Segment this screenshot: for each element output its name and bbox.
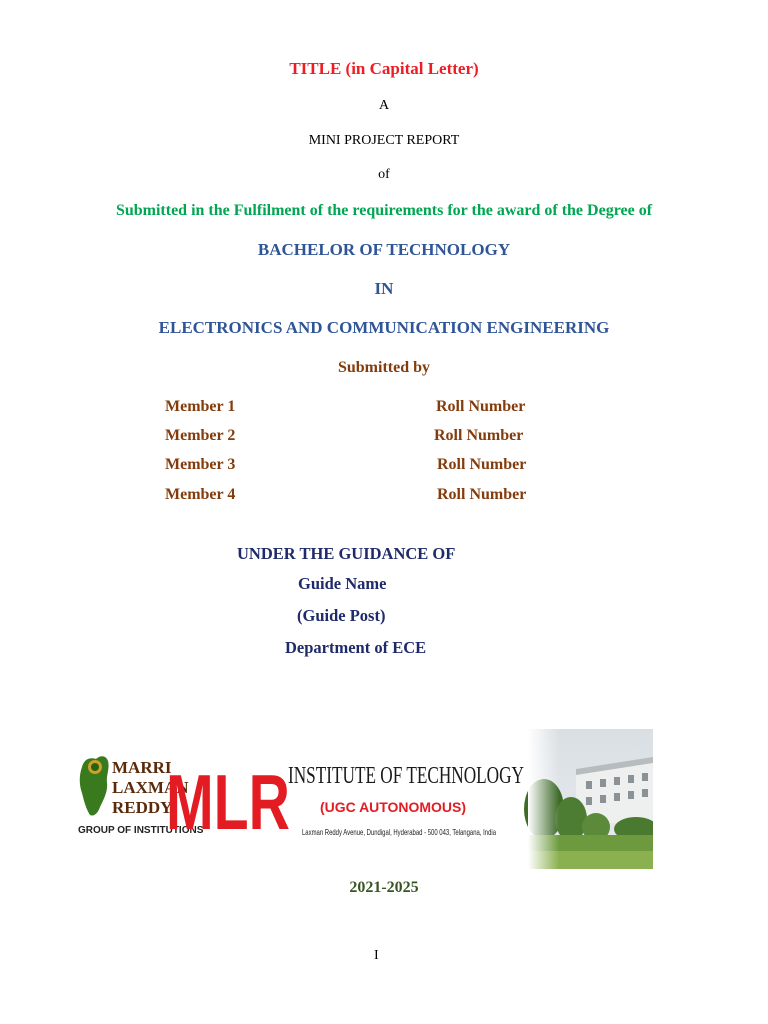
group-emblem-icon xyxy=(80,756,109,815)
group-name-line: MARRI xyxy=(112,758,172,777)
member-name: Member 3 xyxy=(165,456,236,473)
group-name-line: LAXMAN xyxy=(112,778,189,797)
article-a: A xyxy=(378,98,390,113)
report-type: MINI PROJECT REPORT xyxy=(308,133,460,148)
submitted-by-label: Submitted by xyxy=(337,359,431,376)
member-roll: Roll Number xyxy=(437,456,527,473)
guide-name: Guide Name xyxy=(298,574,387,593)
group-name-line: REDDY xyxy=(112,798,173,817)
degree-name: BACHELOR OF TECHNOLOGY xyxy=(257,240,511,259)
guidance-heading: UNDER THE GUIDANCE OF xyxy=(237,544,456,563)
member-name: Member 2 xyxy=(165,427,236,444)
autonomous-label: (UGC AUTONOMOUS) xyxy=(320,799,466,815)
page-number: I xyxy=(374,948,379,963)
of-text: of xyxy=(378,167,390,182)
member-name: Member 1 xyxy=(165,398,236,415)
academic-years: 2021-2025 xyxy=(349,879,419,896)
branch-name: ELECTRONICS AND COMMUNICATION ENGINEERING xyxy=(158,318,610,337)
member-roll: Roll Number xyxy=(437,486,527,503)
guide-post: (Guide Post) xyxy=(297,606,386,625)
submission-statement: Submitted in the Fulfilment of the requirements for the award of the Degree of xyxy=(115,202,653,219)
institution-banner xyxy=(76,729,653,869)
report-title: TITLE (in Capital Letter) xyxy=(289,59,479,78)
department: Department of ECE xyxy=(285,638,427,657)
campus-photo xyxy=(524,729,653,869)
mlr-wordmark: MLR xyxy=(166,758,290,846)
member-name: Member 4 xyxy=(165,486,236,503)
member-roll: Roll Number xyxy=(436,398,526,415)
member-roll: Roll Number xyxy=(434,427,524,444)
institute-address: Laxman Reddy Avenue, Dundigal, Hyderabad - 500 043, Telangana, India xyxy=(302,827,497,837)
in-text: IN xyxy=(374,279,394,298)
group-caption: GROUP OF INSTITUTIONS xyxy=(78,825,204,836)
institute-name: INSTITUTE OF TECHNOLOGY xyxy=(288,763,524,789)
